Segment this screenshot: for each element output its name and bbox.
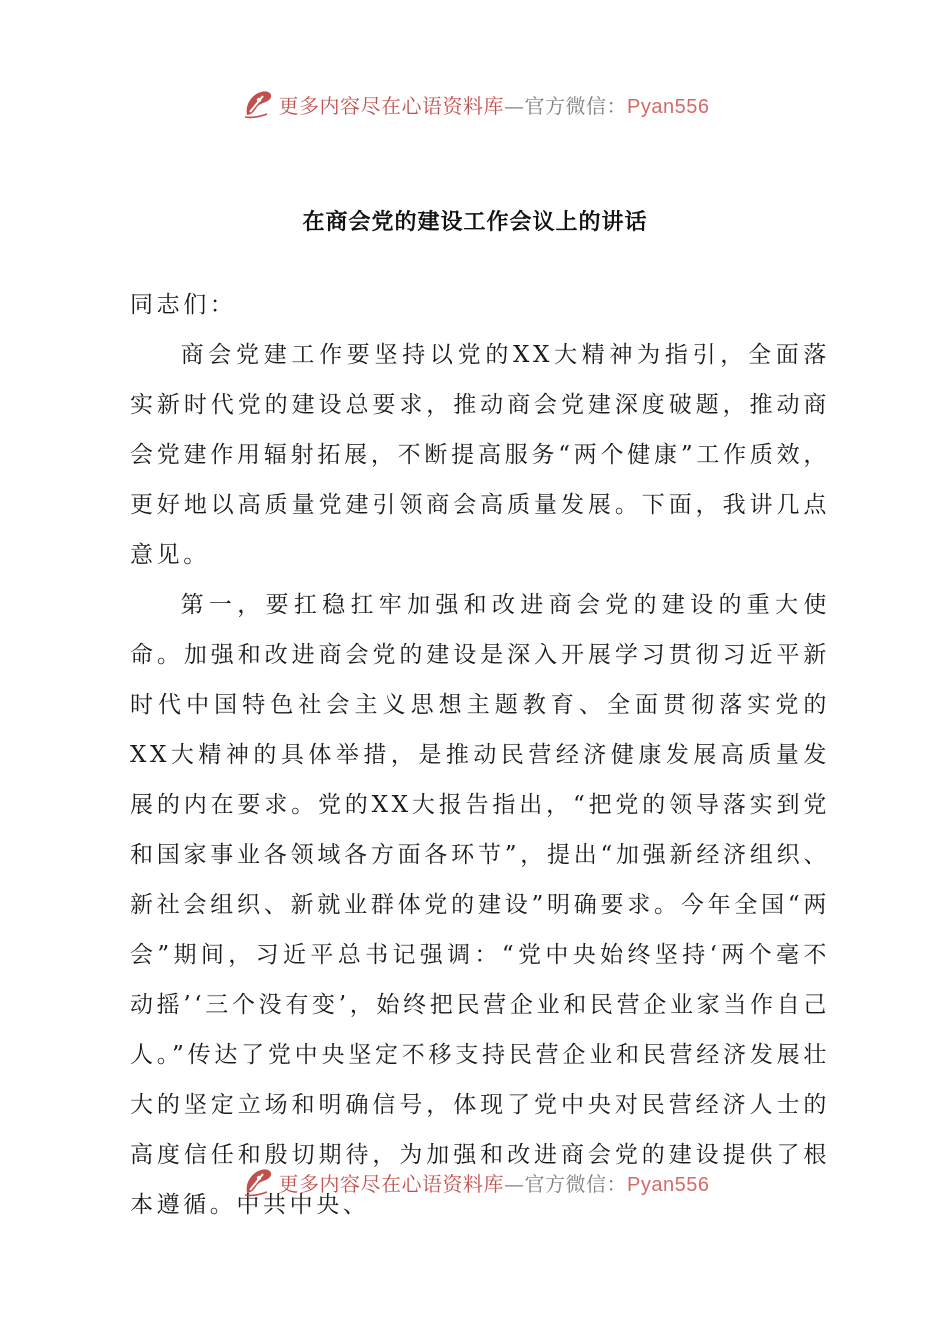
footer-banner-wechat-label: 官方微信： — [524, 1171, 628, 1196]
header-banner-text — [279, 90, 710, 119]
footer-banner-text — [279, 1168, 710, 1197]
paragraph-first-point: 第一，要扛稳扛牢加强和改进商会党的建设的重大使命。加强和改进商会党的建设是深入开展学习贯彻习近平新时代中国特色社会主义思想主题教育、全面贯彻落实党的XX大精神的具体举措，是推动民营经济健康发展高质量发展的内在要求。党的XX大报告指出，“把党的领导落实到党和国家事业各领域各方面各环节”，提出“加强新经济组织、新社会组织、新就业群体党的建设”明确要求。今年全国“两会”期间，习近平总书记强调：“党中央始终坚持‘两个毫不动摇’‘三个没有变’，始终把民营企业和民营企业家当作自己人。”传达了党中央坚定不移支持民营企业和民营经济发展壮大的坚定立场和明确信号，体现了党中央对民营经济人士的高度信任和殷切期待，为加强和改进商会党的建设提供了根本遵循。中共中央、 — [130, 592, 830, 1218]
paragraph-intro: 商会党建工作要坚持以党的XX大精神为指引，全面落实新时代党的建设总要求，推动商会党建深度破题，推动商会党建作用辐射拓展，不断提高服务“两个健康”工作质效，更好地以高质量党建引领商会高质量发展。下面，我讲几点意见。 — [130, 342, 830, 568]
footer-banner — [0, 1160, 950, 1204]
pen-nib-logo-icon — [241, 87, 275, 121]
salutation: 同志们： — [130, 292, 237, 318]
document-body — [130, 280, 830, 1230]
pen-nib-logo-icon — [241, 1165, 275, 1199]
header-banner-separator: — — [504, 93, 525, 118]
footer-banner-wechat-id: Pyan556 — [627, 1173, 710, 1196]
header-banner — [0, 82, 950, 126]
footer-banner-main: 更多内容尽在心语资料库 — [278, 1171, 505, 1196]
document-title: 在商会党的建设工作会议上的讲话 — [302, 210, 648, 235]
header-banner-wechat-label: 官方微信： — [524, 93, 628, 118]
footer-banner-separator: — — [504, 1171, 525, 1196]
header-banner-wechat-id: Pyan556 — [627, 95, 710, 118]
header-banner-main: 更多内容尽在心语资料库 — [278, 93, 505, 118]
